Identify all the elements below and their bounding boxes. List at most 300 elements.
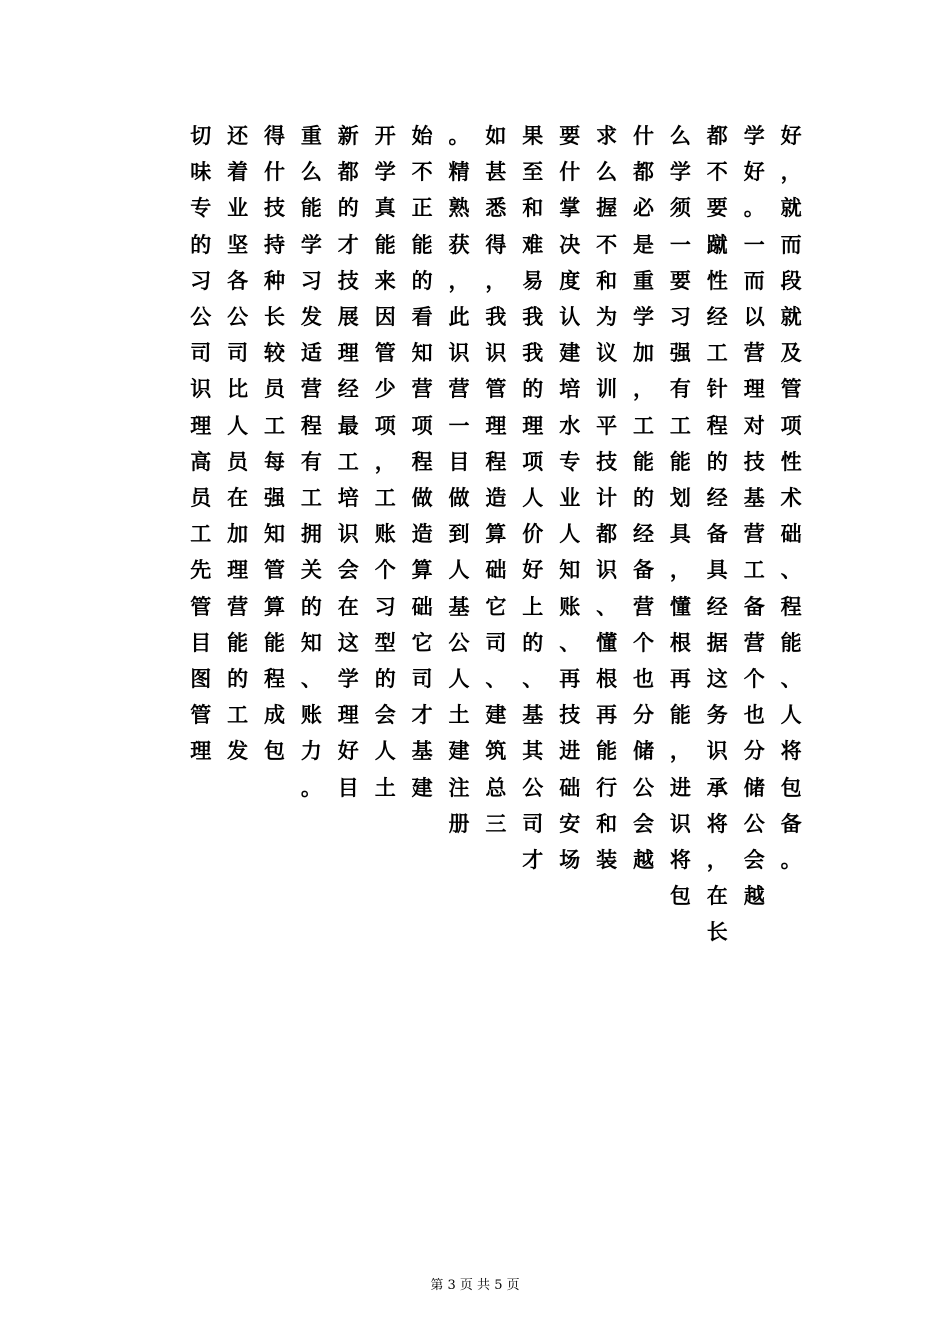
text-char: 再 <box>559 666 581 691</box>
text-char: 账 <box>300 702 322 728</box>
text-char: 培 <box>337 485 359 510</box>
text-char: 知 <box>411 340 433 366</box>
text-char: 一 <box>743 231 765 257</box>
text-char: 不 <box>596 231 618 257</box>
text-char: 么 <box>596 159 618 185</box>
text-char: 么 <box>300 159 322 185</box>
text-char: 管 <box>264 557 285 583</box>
text-char: 学 <box>669 159 691 185</box>
text-char: 在 <box>337 593 359 619</box>
text-char: 公 <box>522 774 544 800</box>
text-char: 重 <box>300 123 322 148</box>
text-char: 图 <box>190 666 212 691</box>
text-char: 能 <box>374 231 396 257</box>
text-char: 求 <box>596 123 618 148</box>
text-char: 识 <box>706 738 728 764</box>
text-char: 三 <box>485 810 507 836</box>
text-char: 程 <box>780 593 802 619</box>
text-char: 识 <box>190 376 212 402</box>
text-char: 至 <box>522 159 544 185</box>
text-char: 针 <box>706 376 728 402</box>
text-char: 加 <box>227 521 249 547</box>
text-char: ， <box>669 557 691 583</box>
text-char: 公 <box>743 810 765 836</box>
text-char: 管 <box>190 702 212 728</box>
text-char: 经 <box>337 376 359 402</box>
text-char: 每 <box>264 448 285 474</box>
text-char: 还 <box>227 123 249 148</box>
text-char: 进 <box>559 738 581 764</box>
text-char: 专 <box>190 195 212 221</box>
text-char: 最 <box>337 412 359 438</box>
text-char: 理 <box>337 702 359 728</box>
text-char: 人 <box>448 557 470 583</box>
text-char: 性 <box>706 267 728 293</box>
text-char: 、 <box>780 666 802 691</box>
text-char: 都 <box>706 123 728 148</box>
text-char: 、 <box>522 666 544 691</box>
text-char: 各 <box>227 267 249 293</box>
text-char: 员 <box>227 448 249 474</box>
text-char: 会 <box>633 810 654 836</box>
text-char: 的 <box>633 485 654 510</box>
text-char: 经 <box>706 485 728 510</box>
text-char: 段 <box>780 267 802 293</box>
text-char: 公 <box>633 774 654 800</box>
text-char: 知 <box>264 521 285 547</box>
text-char: 账 <box>559 593 581 619</box>
text-char: 比 <box>227 376 249 402</box>
text-char: 才 <box>522 847 544 872</box>
text-char: 如 <box>485 123 507 148</box>
text-char: 目 <box>448 448 470 474</box>
text-char: 及 <box>780 340 802 366</box>
text-char: 程 <box>264 666 285 691</box>
text-char: 学 <box>374 159 396 185</box>
text-char: 认 <box>559 304 581 329</box>
text-char: 造 <box>485 485 507 510</box>
text-char: 越 <box>743 883 765 909</box>
text-char: 上 <box>522 593 544 619</box>
text-char: 果 <box>522 123 544 148</box>
text-char: 么 <box>669 123 691 148</box>
text-char: 力 <box>300 738 322 764</box>
text-char: 我 <box>485 304 507 329</box>
text-char: 适 <box>300 340 322 366</box>
text-char: 程 <box>485 448 507 474</box>
text-char: 土 <box>448 702 470 728</box>
text-char: 备 <box>706 521 728 547</box>
text-char: 个 <box>743 666 765 691</box>
text-char: 要 <box>559 123 581 148</box>
text-char: 管 <box>190 593 212 619</box>
text-char: 目 <box>190 629 212 655</box>
text-char: 真 <box>374 195 396 221</box>
text-char: 甚 <box>485 159 507 185</box>
text-char: 基 <box>743 485 765 510</box>
text-char: 土 <box>374 774 396 800</box>
text-char: 安 <box>559 810 581 836</box>
text-char: 它 <box>485 593 507 619</box>
text-char: 我 <box>522 304 544 329</box>
text-char: 理 <box>743 376 765 402</box>
text-char: 做 <box>411 485 433 510</box>
text-char: 场 <box>559 847 581 872</box>
text-char: 。 <box>780 847 802 872</box>
text-char: 易 <box>522 267 544 293</box>
text-char: ， <box>780 159 802 185</box>
text-char: 为 <box>596 304 618 329</box>
text-char: 其 <box>522 738 544 764</box>
text-char: ， <box>633 376 654 402</box>
text-char: 承 <box>706 774 728 800</box>
text-char: 蹴 <box>706 231 728 257</box>
text-char: 才 <box>411 702 433 728</box>
text-char: 学 <box>743 123 765 148</box>
text-char: 营 <box>743 340 765 366</box>
text-char: 营 <box>743 521 765 547</box>
text-char: 程 <box>411 448 433 474</box>
text-char: 这 <box>337 629 359 655</box>
text-char: 的 <box>300 593 322 619</box>
text-char: 发 <box>300 304 322 329</box>
text-char: 技 <box>264 195 285 221</box>
text-char: 得 <box>264 123 285 148</box>
text-char: 将 <box>780 738 802 764</box>
text-char: 人 <box>780 702 802 728</box>
text-char: 。 <box>448 123 470 148</box>
text-char: 少 <box>374 376 396 402</box>
text-char: 业 <box>559 485 581 510</box>
text-char: 种 <box>264 267 285 293</box>
text-char: 备 <box>780 810 802 836</box>
text-char: 工 <box>300 485 322 510</box>
text-char: 理 <box>337 340 359 366</box>
text-char: 注 <box>448 774 470 800</box>
text-char: 储 <box>743 774 765 800</box>
text-char: 是 <box>633 231 654 257</box>
text-char: 先 <box>190 557 212 583</box>
text-char: 将 <box>706 810 728 836</box>
text-char: 的 <box>190 231 212 257</box>
text-char: 建 <box>485 702 507 728</box>
text-char: 以 <box>743 304 765 329</box>
text-char: 。 <box>300 774 322 800</box>
text-char: 司 <box>411 666 433 691</box>
text-char: 司 <box>190 340 212 366</box>
text-char: 算 <box>485 521 507 547</box>
text-char: 工 <box>669 412 691 438</box>
text-char: 在 <box>706 883 728 909</box>
text-char: 的 <box>522 629 544 655</box>
text-char: 能 <box>633 448 654 474</box>
text-char: 训 <box>596 376 618 402</box>
text-char: 础 <box>559 774 581 800</box>
text-char: 习 <box>374 593 396 619</box>
text-char: 精 <box>448 159 470 185</box>
text-char: 业 <box>227 195 249 221</box>
text-char: 就 <box>780 304 802 329</box>
text-char: 始 <box>411 123 433 148</box>
text-char: 技 <box>337 267 359 293</box>
text-char: 术 <box>780 485 802 510</box>
text-char: 都 <box>337 159 359 185</box>
text-char: 总 <box>485 774 507 800</box>
text-char: 识 <box>448 340 470 366</box>
text-char: 备 <box>743 593 765 619</box>
text-char: 开 <box>374 123 396 148</box>
text-char: 对 <box>743 412 765 438</box>
text-char: 能 <box>780 629 802 655</box>
text-char: 公 <box>448 629 470 655</box>
text-char: 会 <box>337 557 359 583</box>
text-char: 、 <box>596 593 618 619</box>
text-char: 识 <box>596 557 618 583</box>
text-char: 经 <box>706 593 728 619</box>
text-char: 项 <box>522 448 544 474</box>
text-char: 专 <box>559 448 581 474</box>
text-char: 人 <box>522 485 544 510</box>
text-char: 账 <box>374 521 396 547</box>
text-char: 熟 <box>448 195 470 221</box>
text-char: 习 <box>669 304 691 329</box>
text-char: 会 <box>743 847 765 872</box>
text-char: 包 <box>780 774 802 800</box>
text-char: 都 <box>633 159 654 185</box>
text-char: 知 <box>300 629 322 655</box>
text-char: 。 <box>743 195 765 221</box>
text-char: 基 <box>411 738 433 764</box>
text-char: 分 <box>633 702 654 728</box>
text-char: 据 <box>706 629 728 655</box>
text-char: 员 <box>264 376 285 402</box>
text-char: 价 <box>522 521 544 547</box>
text-char: 技 <box>559 702 581 728</box>
text-char: 习 <box>190 267 212 293</box>
text-char: 好 <box>780 123 802 148</box>
text-char: 获 <box>448 231 470 257</box>
text-char: 、 <box>780 557 802 583</box>
text-char: 好 <box>337 738 359 764</box>
text-char: 展 <box>337 304 359 329</box>
text-char: 册 <box>448 810 470 836</box>
text-char: 此 <box>448 304 470 329</box>
text-char: 强 <box>669 340 691 366</box>
text-char: 础 <box>485 557 507 583</box>
text-char: 识 <box>485 340 507 366</box>
text-char: 员 <box>190 485 212 510</box>
text-char: 工 <box>743 557 765 583</box>
text-char: 不 <box>411 159 433 185</box>
text-char: 司 <box>485 629 507 655</box>
text-char: 、 <box>559 629 581 655</box>
text-char: 的 <box>374 666 396 691</box>
text-char: 较 <box>264 340 285 366</box>
text-char: 程 <box>300 412 322 438</box>
text-char: 根 <box>669 629 691 655</box>
text-char: 营 <box>743 629 765 655</box>
text-char: 好 <box>522 557 544 583</box>
text-char: 根 <box>596 666 618 691</box>
text-char: 握 <box>596 195 618 221</box>
text-char: 管 <box>485 376 507 402</box>
text-char: 理 <box>227 557 249 583</box>
text-char: 的 <box>522 376 544 402</box>
text-char: 因 <box>374 304 396 329</box>
text-char: 长 <box>264 304 285 329</box>
text-char: 营 <box>448 376 470 402</box>
text-char: 新 <box>337 123 359 148</box>
text-char: 议 <box>596 340 618 366</box>
text-char: ， <box>669 738 691 764</box>
text-char: ， <box>485 267 507 293</box>
text-char: 水 <box>559 412 581 438</box>
text-char: 能 <box>669 702 691 728</box>
text-char: 营 <box>300 376 322 402</box>
text-char: 、 <box>300 666 322 691</box>
text-char: 掌 <box>559 195 581 221</box>
text-char: 、 <box>485 666 507 691</box>
text-char: 个 <box>633 629 654 655</box>
text-char: 管 <box>780 376 802 402</box>
text-char: 它 <box>411 629 433 655</box>
text-char: 须 <box>669 195 691 221</box>
text-char: 和 <box>596 267 618 293</box>
text-char: 发 <box>227 738 249 764</box>
text-char: 正 <box>411 195 433 221</box>
text-char: 要 <box>706 195 728 221</box>
text-char: 工 <box>264 412 285 438</box>
text-char: 司 <box>522 810 544 836</box>
text-char: ， <box>448 267 470 293</box>
text-char: 分 <box>743 738 765 764</box>
text-char: 识 <box>669 810 691 836</box>
text-char: 基 <box>448 593 470 619</box>
text-char: 储 <box>633 738 654 764</box>
text-char: 悉 <box>485 195 507 221</box>
text-char: 切 <box>190 123 212 148</box>
text-char: 决 <box>559 231 581 257</box>
text-char: 在 <box>227 485 249 510</box>
text-char: 营 <box>227 593 249 619</box>
text-char: 都 <box>596 521 618 547</box>
text-char: 拥 <box>300 521 322 547</box>
text-char: 将 <box>669 847 691 872</box>
text-char: 工 <box>227 702 249 728</box>
text-char: 一 <box>669 231 691 257</box>
text-char: 基 <box>522 702 544 728</box>
text-char: 一 <box>448 412 470 438</box>
text-char: 好 <box>743 159 765 185</box>
text-char: 项 <box>411 412 433 438</box>
text-char: 建 <box>559 340 581 366</box>
text-char: 成 <box>264 702 285 728</box>
text-char: 人 <box>559 521 581 547</box>
text-char: 的 <box>706 448 728 474</box>
text-char: 和 <box>522 195 544 221</box>
text-char: 才 <box>337 231 359 257</box>
text-char: 理 <box>485 412 507 438</box>
text-char: 再 <box>596 702 618 728</box>
text-char: 关 <box>300 557 322 583</box>
text-char: 看 <box>411 304 433 329</box>
text-char: 来 <box>374 267 396 293</box>
text-char: 能 <box>411 231 433 257</box>
text-char: 有 <box>300 448 322 474</box>
text-char: 不 <box>706 159 728 185</box>
text-char: 什 <box>559 159 581 185</box>
text-char: 经 <box>706 304 728 329</box>
text-char: 的 <box>227 666 249 691</box>
text-char: 经 <box>633 521 654 547</box>
text-char: 什 <box>633 123 654 148</box>
text-char: 而 <box>743 267 765 293</box>
text-char: 计 <box>596 485 618 510</box>
text-char: 必 <box>633 195 654 221</box>
text-char: 培 <box>559 376 581 402</box>
text-char: 加 <box>633 340 654 366</box>
text-char: 就 <box>780 195 802 221</box>
text-char: 再 <box>669 666 691 691</box>
text-char: ， <box>374 448 396 474</box>
text-char: 理 <box>522 412 544 438</box>
text-char: 划 <box>669 485 691 510</box>
page-footer <box>0 1274 950 1293</box>
text-char: 备 <box>633 557 654 583</box>
text-char: 会 <box>374 702 396 728</box>
text-char: 这 <box>706 666 728 691</box>
text-char: 装 <box>596 847 618 872</box>
text-char: 筑 <box>485 738 507 764</box>
text-char: 项 <box>780 412 802 438</box>
text-char: 平 <box>596 412 618 438</box>
text-char: 也 <box>633 666 654 691</box>
text-char: 知 <box>559 557 581 583</box>
text-char: 强 <box>264 485 285 510</box>
text-char: 坚 <box>227 231 249 257</box>
text-char: 持 <box>264 231 285 257</box>
text-char: 工 <box>374 485 396 510</box>
text-char: 建 <box>411 774 433 800</box>
text-char: 着 <box>227 159 249 185</box>
text-char: 工 <box>337 448 359 474</box>
text-char: 而 <box>780 231 802 257</box>
text-char: 公 <box>190 304 212 329</box>
text-char: 包 <box>264 738 285 764</box>
text-char: 础 <box>780 521 802 547</box>
text-char: 项 <box>374 412 396 438</box>
text-char: 目 <box>337 774 359 800</box>
text-char: 管 <box>374 340 396 366</box>
text-char: 性 <box>780 448 802 474</box>
text-char: 识 <box>337 521 359 547</box>
text-char: 味 <box>190 159 212 185</box>
text-char: 营 <box>411 376 433 402</box>
text-char: 公 <box>227 304 249 329</box>
text-char: 造 <box>411 521 433 547</box>
text-char: 高 <box>190 448 212 474</box>
text-char: 建 <box>448 738 470 764</box>
text-char: 型 <box>374 629 396 655</box>
text-char: 能 <box>669 448 691 474</box>
text-char: 工 <box>633 412 654 438</box>
text-char: 难 <box>522 231 544 257</box>
text-char: 包 <box>669 883 691 909</box>
vertical-text-block <box>146 118 810 1240</box>
text-char: 也 <box>743 702 765 728</box>
text-char: 到 <box>448 521 470 547</box>
text-char: 人 <box>227 412 249 438</box>
